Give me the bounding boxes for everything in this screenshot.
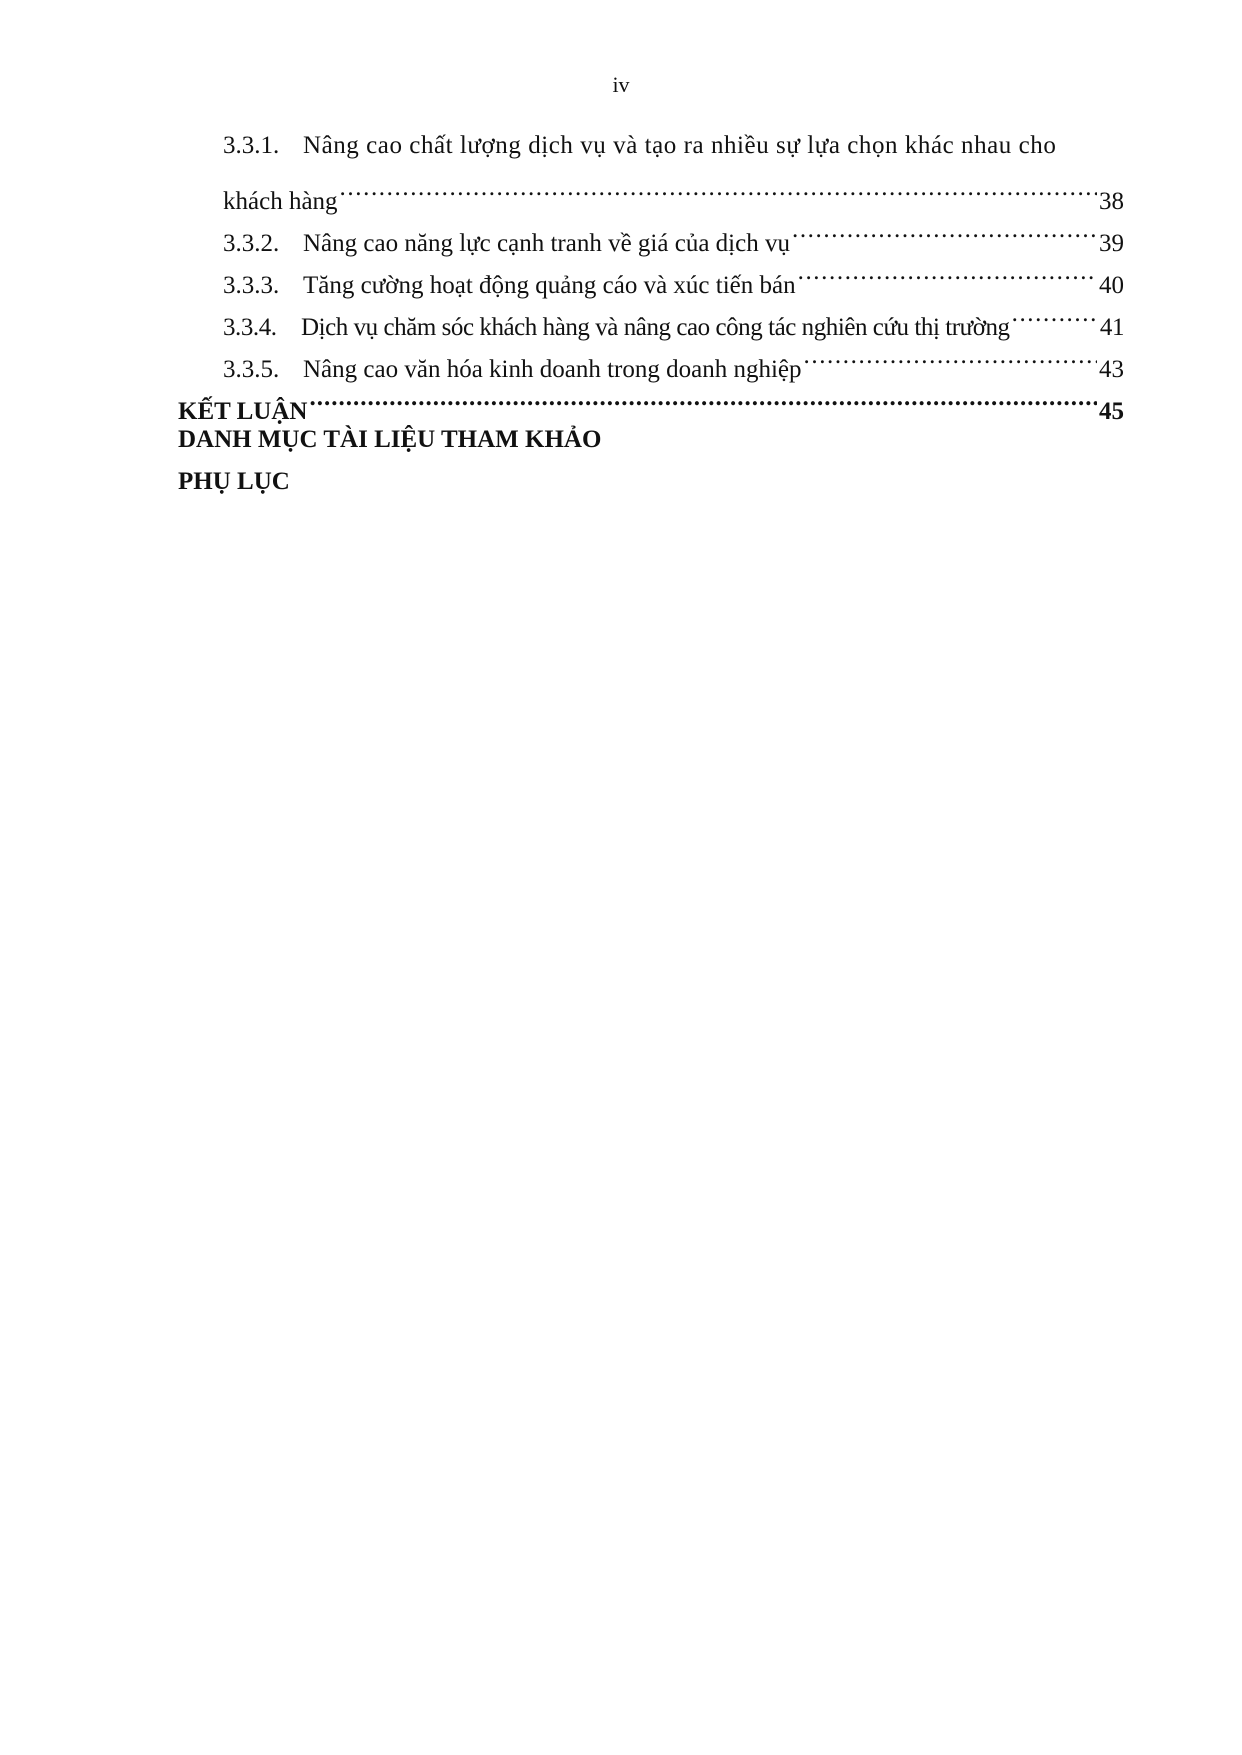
toc-item-title: Tăng cường hoạt động quảng cáo và xúc tiến bán: [303, 272, 796, 299]
toc-item-page: 45: [1099, 398, 1124, 425]
page-number: iv: [612, 72, 630, 97]
toc-heading-title: KẾT LUẬN: [178, 398, 308, 425]
toc-item-number: 3.3.3.: [223, 272, 280, 299]
toc-item-page: 41: [1099, 314, 1124, 341]
toc-item-number: 3.3.5.: [223, 356, 280, 383]
toc-item-page: 43: [1099, 356, 1124, 383]
toc-leader-dots: [798, 251, 1097, 293]
toc-item-number: 3.3.2.: [223, 230, 280, 257]
toc-item-title: Nâng cao văn hóa kinh doanh trong doanh nghiệp: [303, 356, 802, 383]
toc-item-title-continued: khách hàng: [223, 188, 338, 215]
toc-item-number: 3.3.1.: [223, 132, 280, 159]
toc-heading-title: PHỤ LỤC: [178, 468, 290, 495]
toc-item-title: Nâng cao năng lực cạnh tranh về giá của dịch vụ: [303, 230, 790, 257]
toc-item-ket-luan[interactable]: [178, 377, 1124, 425]
toc-heading-title: DANH MỤC TÀI LIỆU THAM KHẢO: [178, 426, 602, 453]
toc-leader-dots: [1012, 293, 1098, 335]
toc-leader-dots: [804, 335, 1098, 377]
toc-item-appendix[interactable]: [178, 461, 1124, 503]
toc-item-page: 39: [1099, 230, 1124, 257]
toc-item-title: Nâng cao chất lượng dịch vụ và tạo ra nhiều sự lựa chọn khác nhau cho: [303, 132, 1057, 159]
toc-item-title: Dịch vụ chăm sóc khách hàng và nâng cao công tác nghiên cứu thị trường: [301, 314, 1010, 341]
toc-item-3-3-1-continued[interactable]: [178, 167, 1124, 215]
toc-item-page: 38: [1099, 188, 1124, 215]
toc-item-3-3-1[interactable]: [178, 125, 1124, 167]
toc-leader-dots: [792, 209, 1097, 251]
toc-item-references[interactable]: [178, 419, 1124, 461]
toc-item-number: 3.3.4.: [223, 314, 277, 341]
toc-leader-dots: [340, 167, 1097, 209]
table-of-contents: [178, 125, 1124, 503]
toc-leader-dots: [309, 377, 1097, 419]
toc-item-page: 40: [1099, 272, 1124, 299]
